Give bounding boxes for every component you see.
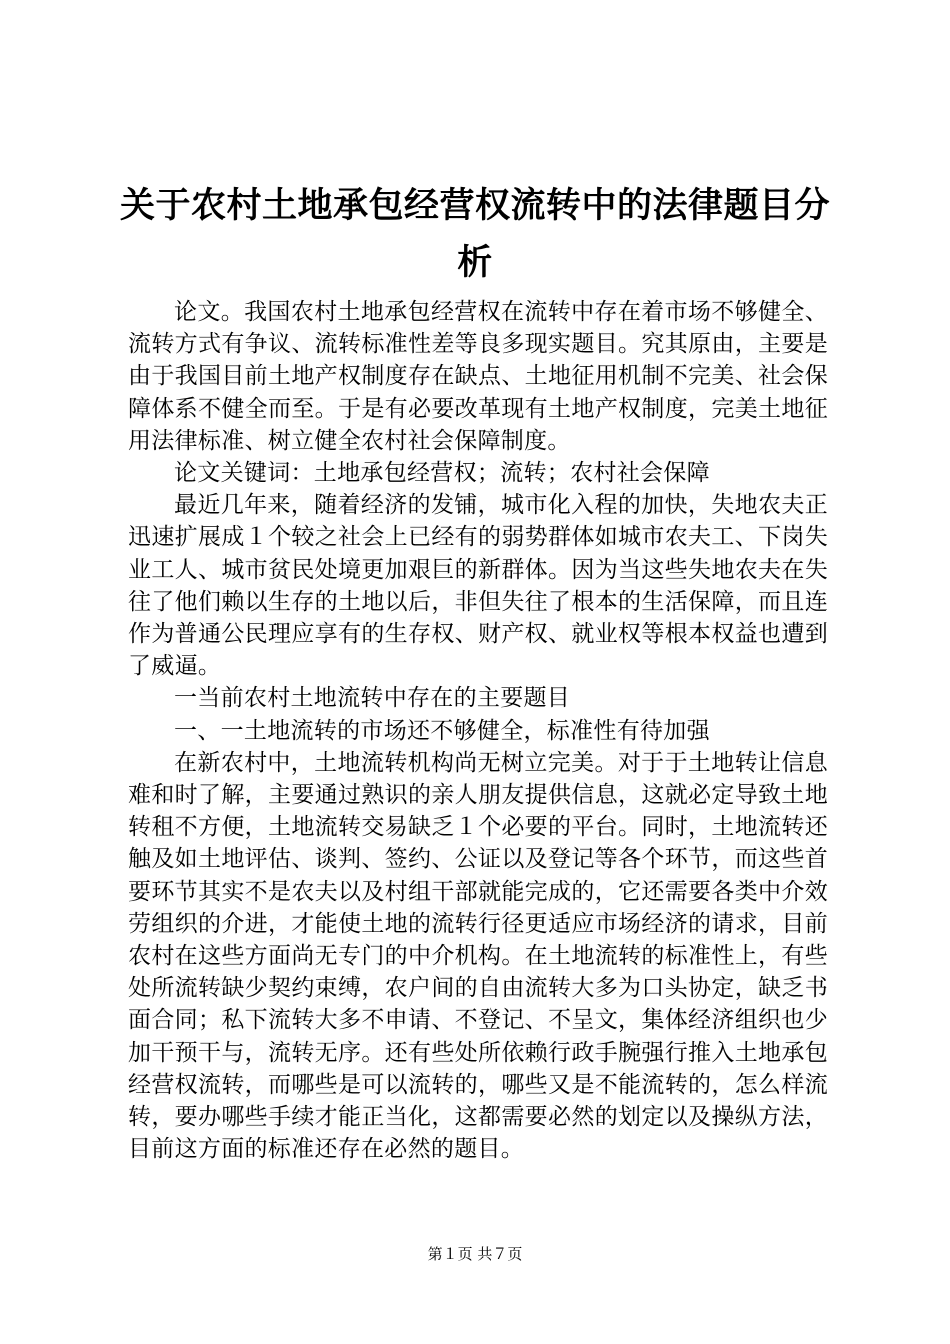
- body-paragraph: 在新农村中，土地流转机构尚无树立完美。对于于土地转让信息难和时了解，主要通过熟识的亲人朋友提供信息，这就必定导致土地转租不方便，土地流转交易缺乏１个必要的平台。同时，土地流转还触及如土地评估、谈判、签约、公证以及登记等各个环节，而这些首要环节其实不是农夫以及村组干部就能完成的，它还需要各类中介效劳组织的介进，才能使土地的流转行径更适应市场经济的请求，目前农村在这些方面尚无专门的中介机构。在土地流转的标准性上，有些处所流转缺少契约束缚，农户间的自由流转大多为口头协定，缺乏书面合同；私下流转大多不申请、不登记、不呈文，集体经济组织也少加干预干与，流转无序。还有些处所依赖行政手腕强行推入土地承包经营权流转，而哪些是可以流转的，哪些又是不能流转的，怎么样流转，要办哪些手续才能正当化，这都需要必然的划定以及操纵方法，目前这方面的标准还存在必然的题目。: [128, 749, 828, 1163]
- page-footer: 第１页 共７页: [427, 1245, 523, 1263]
- abstract-paragraph: 论文。我国农村土地承包经营权在流转中存在着市场不够健全、流转方式有争议、流转标准性差等良多现实题目。究其原由，主要是由于我国目前土地产权制度存在缺点、土地征用机制不完美、社会保障体系不健全而至。于是有必要改革现有土地产权制度，完美土地征用法律标准、树立健全农村社会保障制度。: [128, 299, 828, 454]
- keywords-paragraph: 论文关键词：土地承包经营权；流转；农村社会保障: [174, 460, 710, 487]
- section-heading: 一当前农村土地流转中存在的主要题目: [174, 685, 571, 712]
- intro-paragraph: 最近几年来，随着经济的发铺，城市化入程的加快，失地农夫正迅速扩展成１个较之社会上已经有的弱势群体如城市农夫工、下岗失业工人、城市贫民处境更加艰巨的新群体。因为当这些失地农夫在失往了他们赖以生存的土地以后，非但失往了根本的生活保障，而且连作为普通公民理应享有的生存权、财产权、就业权等根本权益也遭到了威逼。: [128, 492, 828, 680]
- document-body: [128, 296, 828, 1165]
- subsection-heading: 一、一土地流转的市场还不够健全，标准性有待加强: [174, 717, 710, 744]
- document-title: 关于农村土地承包经营权流转中的法律题目分析: [119, 186, 830, 283]
